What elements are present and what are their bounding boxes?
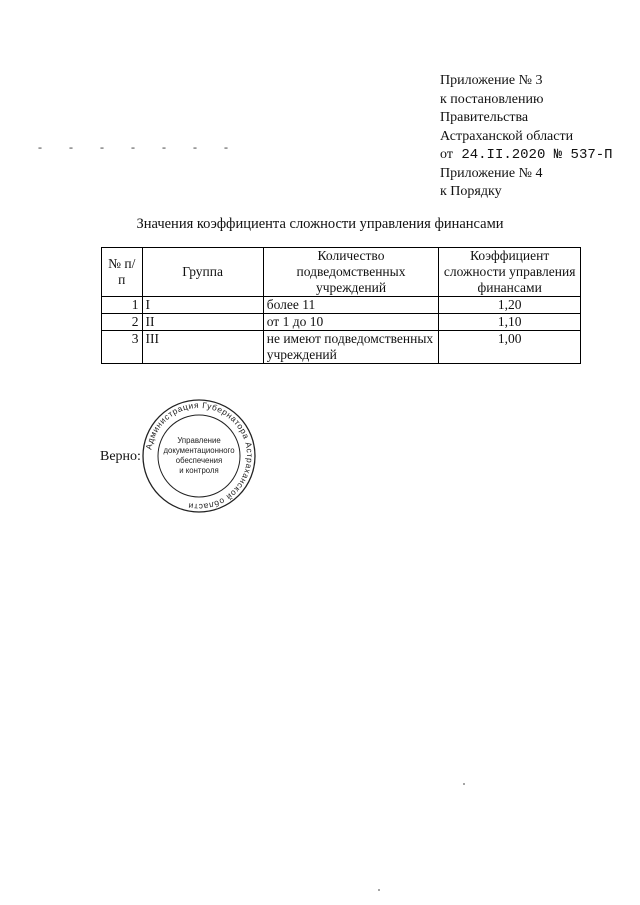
table-row xyxy=(102,331,581,364)
government-label: Правительства xyxy=(440,110,529,125)
decree-line xyxy=(440,146,630,165)
decree-date-number: 24.II.2020 № 537-П xyxy=(461,147,613,163)
appendix-number: Приложение № 3 xyxy=(440,73,543,88)
table-title: Значения коэффициента сложности управления финансами xyxy=(136,216,504,232)
scan-marks: - - - - - - - xyxy=(38,140,240,154)
row-number: 1 xyxy=(102,297,143,314)
stamp-line: Управление xyxy=(177,436,221,445)
appendix-4-label: Приложение № 4 xyxy=(440,165,543,181)
stamp-line: и контроля xyxy=(179,466,219,475)
header-group: Группа xyxy=(142,248,263,297)
table-row xyxy=(102,297,581,314)
appendix-header xyxy=(440,72,630,202)
row-group: I xyxy=(142,297,263,314)
official-stamp xyxy=(141,398,257,514)
table-row xyxy=(102,314,581,331)
row-count: не имеют подведомственных учреждений xyxy=(263,331,439,364)
row-count: от 1 до 10 xyxy=(263,314,439,331)
header-coefficient: Коэффициент сложности управления финансами xyxy=(439,248,581,297)
row-number: 2 xyxy=(102,314,143,331)
stamp-center xyxy=(163,426,235,486)
scan-speck xyxy=(463,783,465,785)
region-label: Астраханской области xyxy=(440,128,574,144)
coefficient-table xyxy=(101,247,581,364)
to-procedure-label: к Порядку xyxy=(440,184,502,199)
row-count: более 11 xyxy=(263,297,439,314)
decree-prefix: от xyxy=(440,147,453,162)
row-coefficient: 1,00 xyxy=(439,331,581,364)
scan-speck xyxy=(378,889,380,891)
row-number: 3 xyxy=(102,331,143,364)
row-group: II xyxy=(142,314,263,331)
verno-label: Верно: xyxy=(100,449,141,464)
stamp-line: обеспечения xyxy=(175,456,223,465)
header-count: Количество подведомственных учреждений xyxy=(263,248,439,297)
row-group: III xyxy=(142,331,263,364)
stamp-line: документационного xyxy=(163,446,235,455)
header-number: № п/п xyxy=(102,248,143,297)
row-coefficient: 1,20 xyxy=(439,297,581,314)
svg-text:Администрация Губернатора Астр: Администрация Губернатора Астраханской области xyxy=(143,399,256,513)
row-coefficient: 1,10 xyxy=(439,314,581,331)
table-header-row xyxy=(102,248,581,297)
to-resolution-label: к постановлению xyxy=(440,91,544,107)
